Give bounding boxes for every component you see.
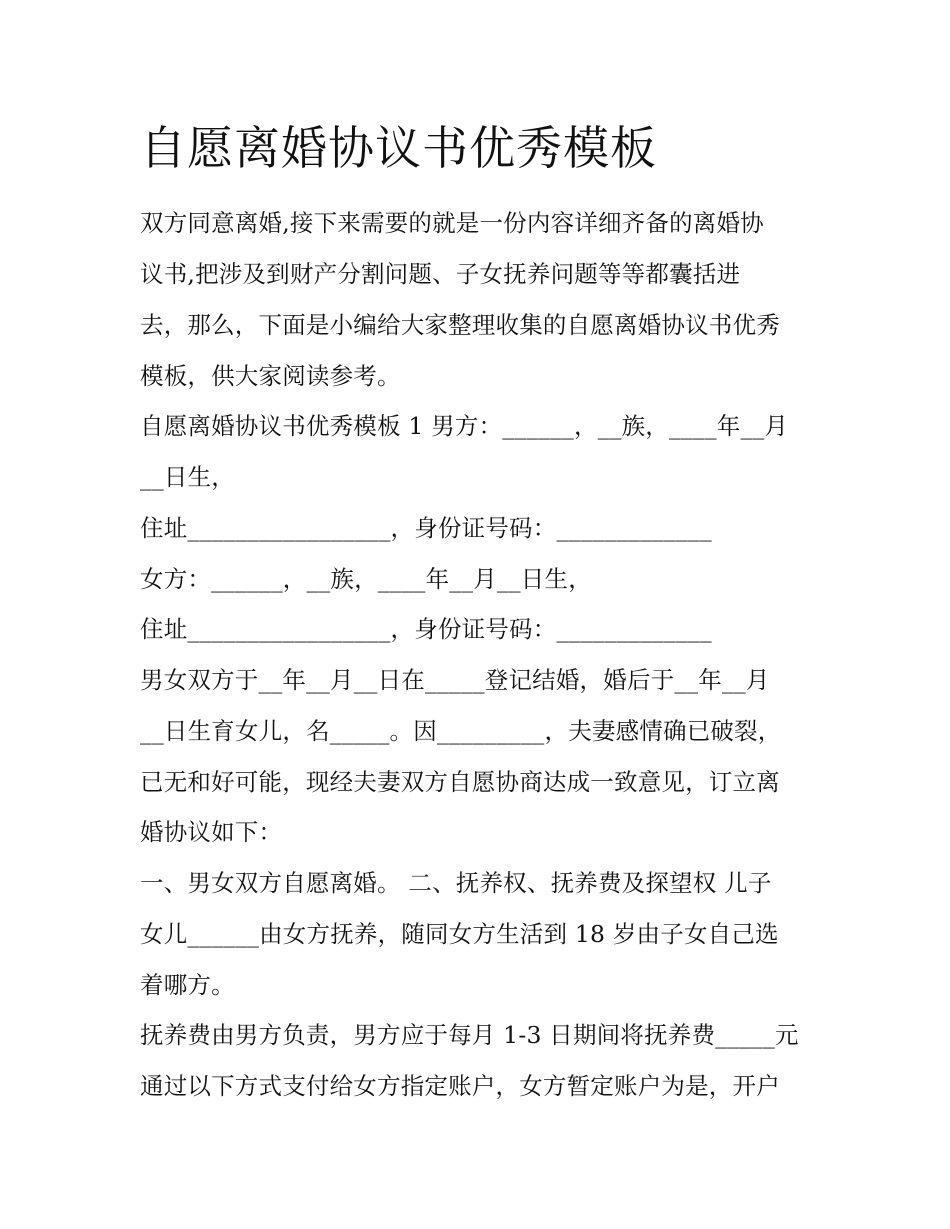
body-line: 议书,把涉及到财产分割问题、子女抚养问题等等都囊括进 <box>140 260 741 288</box>
body-line: 双方同意离婚,接下来需要的就是一份内容详细齐备的离婚协 <box>140 209 764 237</box>
body-line: 住址_________________，身份证号码：_____________ <box>140 615 712 643</box>
body-line: 一、男女双方自愿离婚。 二、抚养权、抚养费及探望权 儿子 <box>140 869 772 897</box>
body-line: 女儿______由女方抚养，随同女方生活到 18 岁由子女自己选 <box>140 920 779 948</box>
body-line: 着哪方。 <box>140 971 235 999</box>
body-line: 模板，供大家阅读参考。 <box>140 362 401 390</box>
body-line: 女方：______，__族，____年__月__日生， <box>140 565 592 593</box>
body-line: 婚协议如下： <box>140 818 283 846</box>
document-title: 自愿离婚协议书优秀模板 <box>140 121 657 175</box>
body-line: __日生育女儿，名_____。因_________，夫妻感情确已破裂， <box>140 717 782 745</box>
body-line: 住址_________________，身份证号码：_____________ <box>140 514 712 542</box>
body-line: 去，那么，下面是小编给大家整理收集的自愿离婚协议书优秀 <box>140 311 780 339</box>
body-line: 抚养费由男方负责，男方应于每月 1-3 日期间将抚养费_____元 <box>140 1021 799 1049</box>
body-line: 男女双方于__年__月__日在_____登记结婚，婚后于__年__月 <box>140 666 770 694</box>
body-line: 自愿离婚协议书优秀模板 1 男方：______，__族，____年__月 <box>140 412 789 440</box>
body-line: 通过以下方式支付给女方指定账户，女方暂定账户为是，开户 <box>140 1072 780 1100</box>
body-line: __日生， <box>140 463 235 491</box>
body-line: 已无和好可能，现经夫妻双方自愿协商达成一致意见，订立离 <box>140 768 780 796</box>
